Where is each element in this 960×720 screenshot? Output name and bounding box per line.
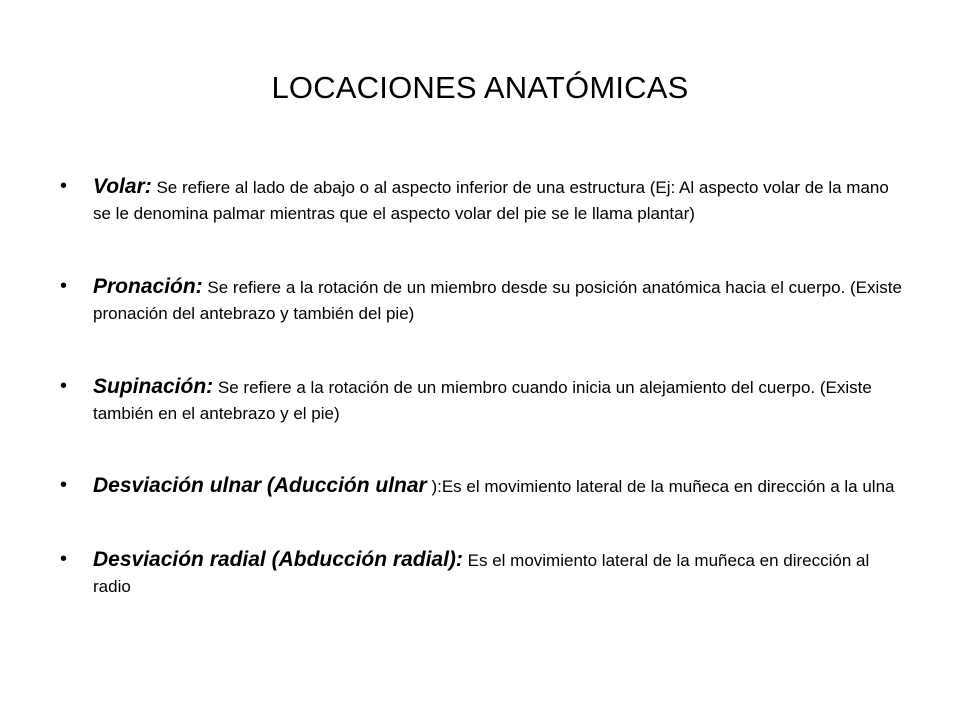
- bullet-item-desviacion-radial: [60, 547, 910, 600]
- bullet-dot-icon: •: [60, 175, 68, 197]
- bullet-dot-icon: •: [60, 548, 68, 570]
- bullet-dot-icon: •: [60, 375, 68, 397]
- term-label: Pronación:: [93, 275, 203, 298]
- bullet-list: [60, 174, 910, 600]
- bullet-item-pronacion: [60, 274, 910, 327]
- bullet-item-desviacion-ulnar: [60, 473, 910, 500]
- bullet-dot-icon: •: [60, 474, 68, 496]
- term-label: Desviación ulnar (Aducción ulnar: [93, 474, 427, 497]
- term-label: Desviación radial (Abducción radial):: [93, 548, 463, 571]
- term-description: Es el movimiento lateral de la muñeca en dirección al radio: [93, 551, 870, 596]
- term-description: Se refiere al lado de abajo o al aspecto inferior de una estructura (Ej: Al aspecto volar de la mano se le denomina palmar mientras que el aspecto volar del pie se le llama plantar): [93, 178, 889, 223]
- term-label: Supinación:: [93, 375, 214, 398]
- term-description: Se refiere a la rotación de un miembro desde su posición anatómica hacia el cuerpo. (Existe pronación del antebrazo y también del pie): [93, 278, 902, 323]
- bullet-dot-icon: •: [60, 275, 68, 297]
- bullet-item-supinacion: [60, 374, 910, 427]
- slide-title: LOCACIONES ANATÓMICAS: [271, 70, 689, 105]
- term-description: ):Es el movimiento lateral de la muñeca en dirección a la ulna: [426, 477, 895, 496]
- bullet-item-volar: [60, 174, 910, 227]
- term-description: Se refiere a la rotación de un miembro cuando inicia un alejamiento del cuerpo. (Existe también en el antebrazo y el pie): [93, 378, 872, 423]
- term-label: Volar:: [93, 175, 152, 198]
